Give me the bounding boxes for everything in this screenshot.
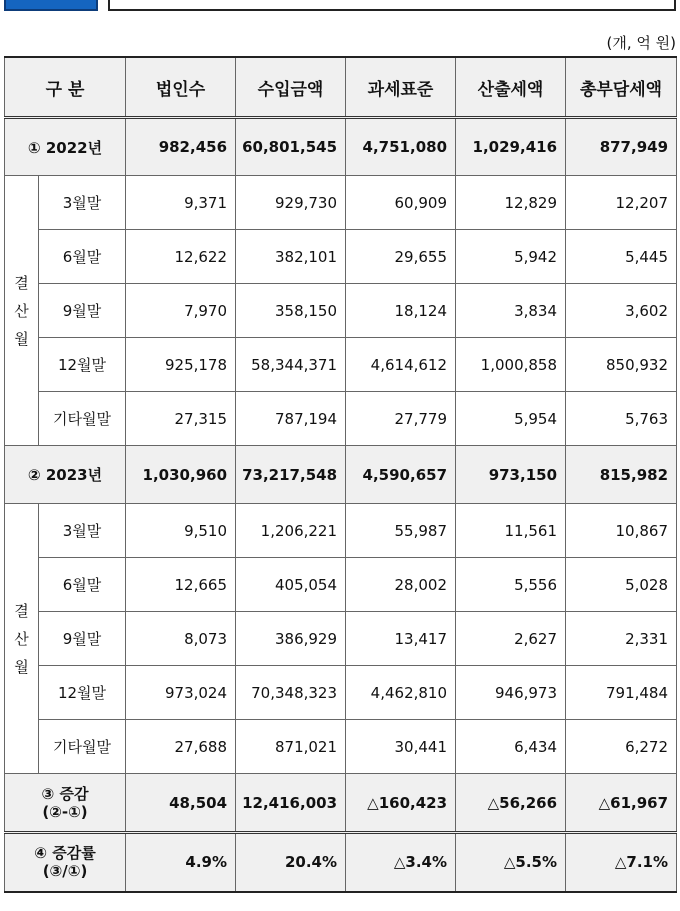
cell-value: 18,124 (346, 284, 456, 338)
rate-row (5, 833, 677, 892)
cell-value: 5,942 (456, 230, 566, 284)
cell-value: 5,028 (566, 558, 677, 612)
settlement-month-group-label (5, 504, 39, 774)
cell-value: 4,614,612 (346, 338, 456, 392)
header-revenue: 수입금액 (236, 57, 346, 118)
cell-value: 27,315 (126, 392, 236, 446)
table-row (5, 504, 677, 558)
cell-value: 871,021 (236, 720, 346, 774)
difference-label-main: ③ 증감 (41, 784, 89, 803)
cell-value: 4,751,080 (346, 118, 456, 176)
cell-value: 60,909 (346, 176, 456, 230)
cell-value: 4,590,657 (346, 446, 456, 504)
cell-value: 925,178 (126, 338, 236, 392)
month-label: 9월말 (39, 612, 126, 666)
group-label-text: 결 산 월 (14, 601, 29, 676)
cell-value: 6,434 (456, 720, 566, 774)
cell-value: 20.4% (236, 833, 346, 892)
cell-value: 12,622 (126, 230, 236, 284)
month-label: 12월말 (39, 666, 126, 720)
cell-value: 791,484 (566, 666, 677, 720)
header-corporations: 법인수 (126, 57, 236, 118)
cell-value: △160,423 (346, 774, 456, 833)
cell-value: 382,101 (236, 230, 346, 284)
cell-value: 12,665 (126, 558, 236, 612)
table-row (5, 392, 677, 446)
header-row (5, 57, 677, 118)
cell-value: 27,779 (346, 392, 456, 446)
cell-value: 1,030,960 (126, 446, 236, 504)
cell-value: 28,002 (346, 558, 456, 612)
cell-value: 946,973 (456, 666, 566, 720)
cell-value: 73,217,548 (236, 446, 346, 504)
cell-value: 929,730 (236, 176, 346, 230)
cell-value: 11,561 (456, 504, 566, 558)
cell-value: 3,834 (456, 284, 566, 338)
cell-value: 2,331 (566, 612, 677, 666)
header-blue-block (4, 0, 98, 11)
cell-value: 1,206,221 (236, 504, 346, 558)
year-2022-row (5, 118, 677, 176)
table-row (5, 612, 677, 666)
group-label-text: 결 산 월 (14, 273, 29, 348)
month-label: 12월말 (39, 338, 126, 392)
table-row (5, 284, 677, 338)
month-label: 기타월말 (39, 720, 126, 774)
cell-value: △61,967 (566, 774, 677, 833)
month-label: 3월말 (39, 176, 126, 230)
cell-value: 815,982 (566, 446, 677, 504)
cell-value: 12,829 (456, 176, 566, 230)
table-row (5, 338, 677, 392)
cell-value: 7,970 (126, 284, 236, 338)
difference-label (5, 774, 126, 833)
cell-value: △56,266 (456, 774, 566, 833)
cell-value: 973,024 (126, 666, 236, 720)
cell-value: 5,763 (566, 392, 677, 446)
cell-value: 6,272 (566, 720, 677, 774)
cell-value: 13,417 (346, 612, 456, 666)
cell-value: 70,348,323 (236, 666, 346, 720)
cell-value: 787,194 (236, 392, 346, 446)
cell-value: 10,867 (566, 504, 677, 558)
table-row (5, 558, 677, 612)
rate-label-main: ④ 증감률 (34, 844, 96, 863)
year-label: ① 2022년 (5, 118, 126, 176)
difference-label-formula: (②-①) (42, 802, 88, 821)
cell-value: 8,073 (126, 612, 236, 666)
cell-value: 27,688 (126, 720, 236, 774)
table-row (5, 176, 677, 230)
cell-value: 982,456 (126, 118, 236, 176)
month-label: 6월말 (39, 558, 126, 612)
cell-value: 30,441 (346, 720, 456, 774)
cell-value: 29,655 (346, 230, 456, 284)
rate-label-formula: (③/①) (42, 862, 88, 881)
difference-row (5, 774, 677, 833)
month-label: 기타월말 (39, 392, 126, 446)
table-row (5, 666, 677, 720)
month-label: 3월말 (39, 504, 126, 558)
cell-value: 850,932 (566, 338, 677, 392)
cell-value: 5,445 (566, 230, 677, 284)
cell-value: 973,150 (456, 446, 566, 504)
cell-value: 9,510 (126, 504, 236, 558)
header-calculated-tax: 산출세액 (456, 57, 566, 118)
header-tax-base: 과세표준 (346, 57, 456, 118)
cell-value: 405,054 (236, 558, 346, 612)
cell-value: 12,207 (566, 176, 677, 230)
cell-value: 1,000,858 (456, 338, 566, 392)
cell-value: △3.4% (346, 833, 456, 892)
table-row (5, 230, 677, 284)
table-row (5, 720, 677, 774)
header-category: 구 분 (5, 57, 126, 118)
cell-value: △7.1% (566, 833, 677, 892)
cell-value: 58,344,371 (236, 338, 346, 392)
cell-value: 4.9% (126, 833, 236, 892)
settlement-month-group-label (5, 176, 39, 446)
rate-label (5, 833, 126, 892)
cell-value: 386,929 (236, 612, 346, 666)
header-total-tax: 총부담세액 (566, 57, 677, 118)
month-label: 6월말 (39, 230, 126, 284)
cell-value: 877,949 (566, 118, 677, 176)
cell-value: 9,371 (126, 176, 236, 230)
cell-value: 5,556 (456, 558, 566, 612)
cell-value: 60,801,545 (236, 118, 346, 176)
cell-value: 4,462,810 (346, 666, 456, 720)
cell-value: 358,150 (236, 284, 346, 338)
header-title-box (108, 0, 676, 11)
cell-value: △5.5% (456, 833, 566, 892)
year-label: ② 2023년 (5, 446, 126, 504)
cell-value: 1,029,416 (456, 118, 566, 176)
unit-label: (개, 억 원) (606, 34, 676, 52)
cell-value: 12,416,003 (236, 774, 346, 833)
cell-value: 2,627 (456, 612, 566, 666)
year-2023-row (5, 446, 677, 504)
cell-value: 5,954 (456, 392, 566, 446)
month-label: 9월말 (39, 284, 126, 338)
cell-value: 3,602 (566, 284, 677, 338)
tax-statistics-table (4, 56, 677, 893)
cell-value: 48,504 (126, 774, 236, 833)
cell-value: 55,987 (346, 504, 456, 558)
